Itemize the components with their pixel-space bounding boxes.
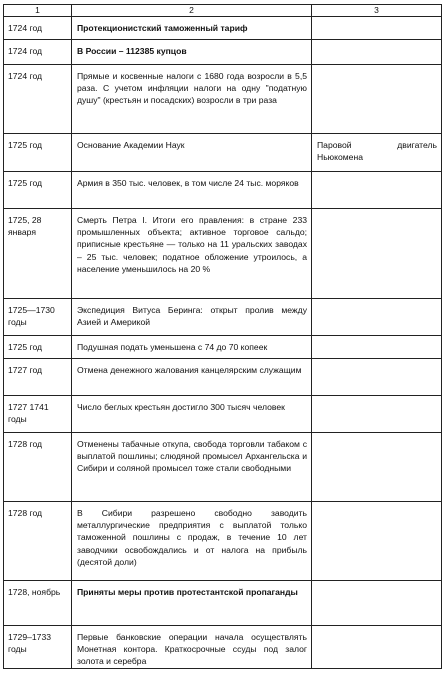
row-extra: [312, 209, 442, 299]
row-date: 1725 год: [4, 336, 72, 359]
row-date: 1724 год: [4, 17, 72, 40]
row-event: [72, 17, 312, 40]
row-extra: [312, 626, 442, 669]
row-event: Прямые и косвенные налоги с 1680 года возросли в 5,5 раза. С учетом инфляции налоги на одну "податную душу" (крестьян и посадских) возросли в три раза: [72, 65, 312, 134]
row-event: Подушная подать уменьшена с 74 до 70 копеек: [72, 336, 312, 359]
row-event: В Сибири разрешено свободно заводить металлургические предприятия с выплатой только таможенной пошлины с продаж, в течение 10 лет заводчики освобождались и от налога на прибыль (десятой доли): [72, 502, 312, 581]
row-extra: [312, 433, 442, 502]
table-row: [4, 209, 442, 299]
chronology-table: [3, 4, 442, 669]
row-date: 1724 год: [4, 40, 72, 65]
column-header-1: 1: [4, 5, 72, 17]
row-event: Экспедиция Витуса Беринга: открыт пролив между Азией и Америкой: [72, 299, 312, 336]
column-header-2: 2: [72, 5, 312, 17]
row-date: 1724 год: [4, 65, 72, 134]
row-date: 1728 год: [4, 433, 72, 502]
table-row: [4, 65, 442, 134]
row-event: [72, 581, 312, 626]
row-date: 1728 год: [4, 502, 72, 581]
table-row: [4, 626, 442, 669]
row-extra: Паровой двигатель Ньюкомена: [312, 134, 442, 172]
row-extra: [312, 65, 442, 134]
table-row: [4, 172, 442, 209]
row-event: Смерть Петра I. Итоги его правления: в стране 233 промышленных объекта; активное торговое сальдо; приписные крестьяне — только на 11 уральских заводах – 25 тыс. человек; податное обложение утроилось, а население уменьшилось на 20 %: [72, 209, 312, 299]
table-row: [4, 502, 442, 581]
row-date: 1728, ноябрь: [4, 581, 72, 626]
row-extra: [312, 299, 442, 336]
row-date: 1725—1730 годы: [4, 299, 72, 336]
event-bold: Приняты меры против протестантской пропаганды: [77, 587, 298, 597]
row-date: 1725 год: [4, 134, 72, 172]
table-row: [4, 396, 442, 433]
row-date: 1727 1741 годы: [4, 396, 72, 433]
row-extra: [312, 17, 442, 40]
column-header-3: 3: [312, 5, 442, 17]
event-bold: Протекционистский таможенный тариф: [77, 23, 248, 33]
row-extra: [312, 359, 442, 396]
row-event: Армия в 350 тыс. человек, в том числе 24 тыс. моряков: [72, 172, 312, 209]
row-event: Отмена денежного жалования канцелярским служащим: [72, 359, 312, 396]
row-date: 1729–1733 годы: [4, 626, 72, 669]
row-extra: [312, 396, 442, 433]
row-event: Основание Академии Наук: [72, 134, 312, 172]
table-row: [4, 134, 442, 172]
row-extra: [312, 502, 442, 581]
row-extra: [312, 40, 442, 65]
event-bold: В России – 112385 купцов: [77, 46, 187, 56]
header-row: [4, 5, 442, 17]
table-row: [4, 336, 442, 359]
table-row: [4, 299, 442, 336]
table-row: [4, 17, 442, 40]
row-extra: [312, 172, 442, 209]
table-row: [4, 433, 442, 502]
table-row: [4, 359, 442, 396]
row-event: Первые банковские операции начала осуществлять Монетная контора. Краткосрочные ссуды под залог золота и серебра: [72, 626, 312, 669]
row-event: Отменены табачные откупа, свобода торговли табаком с выплатой пошлины; слюдяной промысел Архангельска и Сибири и соляной промысел тоже стали свободными: [72, 433, 312, 502]
table-row: [4, 40, 442, 65]
row-extra: [312, 336, 442, 359]
row-date: 1725, 28 января: [4, 209, 72, 299]
row-date: 1727 год: [4, 359, 72, 396]
table-row: [4, 581, 442, 626]
row-date: 1725 год: [4, 172, 72, 209]
row-event: [72, 40, 312, 65]
row-extra: [312, 581, 442, 626]
row-event: Число беглых крестьян достигло 300 тысяч человек: [72, 396, 312, 433]
